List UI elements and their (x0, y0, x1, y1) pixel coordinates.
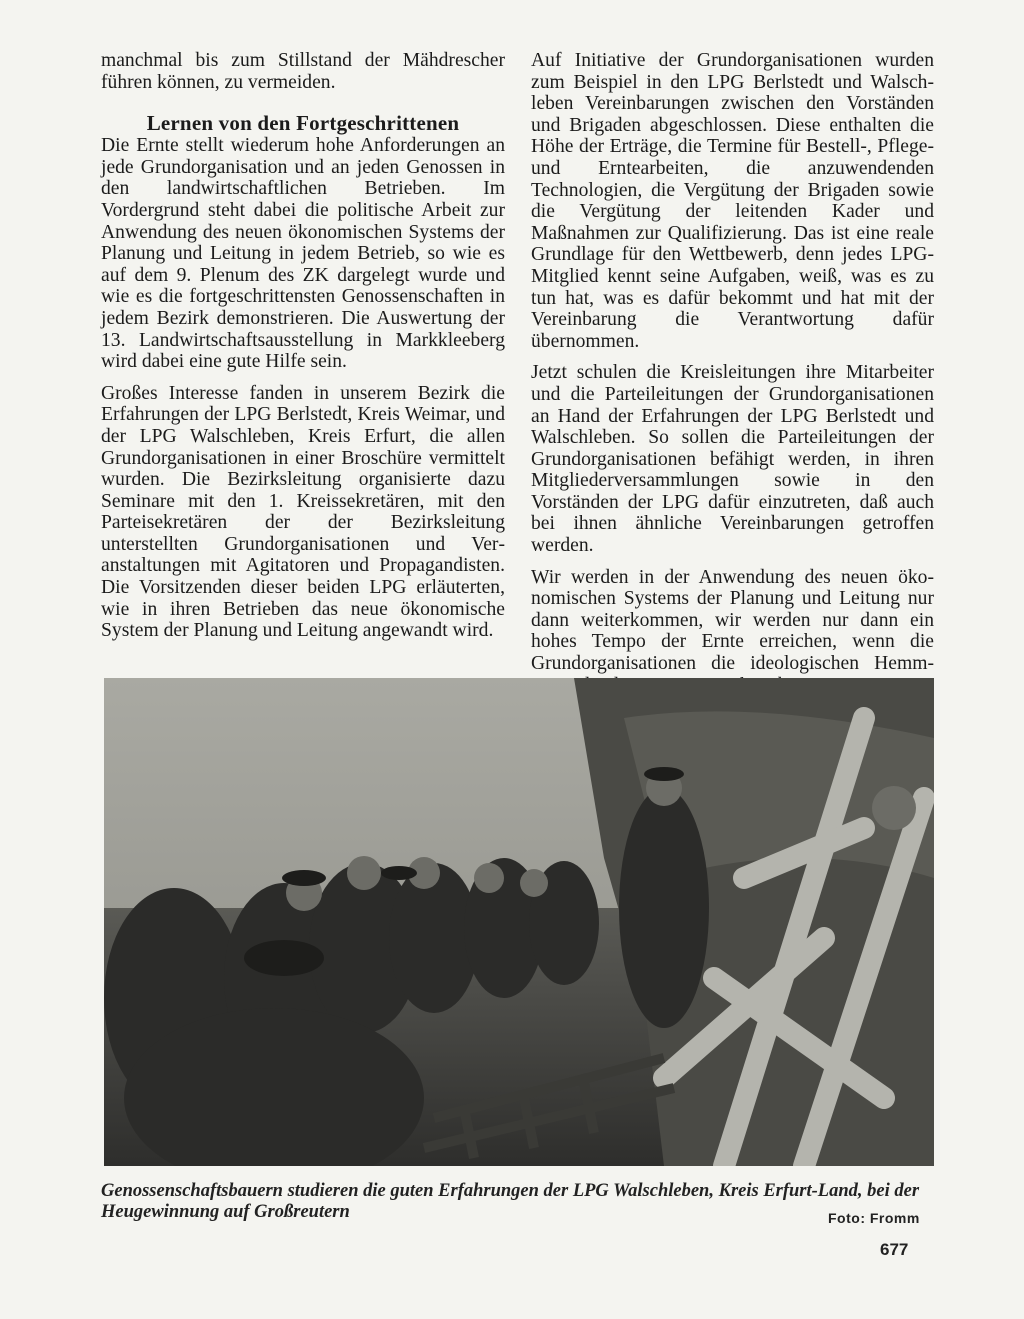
right-paragraph-1: Auf Initiative der Grundorganisationen wurden zum Beispiel in den LPG Berlstedt und Walschleben Vereinbarungen zwischen den Vorständen und Brigaden abgeschlossen. Diese enthalten die Höhe der Erträge, die Termine für Bestell-, Pflege- und Erntearbeiten, die anzuwendenden Technologien, die Vergütung der Brigaden sowie die Vergütung der leitenden Kader und Maßnahmen zur Qualifizierung. Das ist eine reale Grundlage für den Wettbewerb, denn jedes LPG-Mitglied kennt seine Aufgaben, weiß, was es zu tun hat, was es dafür bekommt und hat mit der Vereinbarung die Verantwortung dafür übernommen. (531, 50, 934, 352)
right-paragraph-3: Wir werden in der Anwendung des neuen ökonomischen Systems der Planung und Leitung nur dann weiterkommen, wir werden nur dann ein hohes Tempo der Ernte erreichen, wenn die Grundorganisationen die ideologischen Hemm (531, 566, 934, 675)
right-text-column (531, 50, 934, 706)
left-intro-paragraph: manchmal bis zum Stillstand der Mähdrescher führen können, zu vermeiden. (101, 50, 505, 93)
right-paragraph-2: Jetzt schulen die Kreisleitungen ihre Mitarbeiter und die Parteileitungen der Grundorganisationen an Hand der Erfahrungen der LPG Berlstedt und Walschleben. So sollen die Parteileitungen der Grundorganisationen befähigt werden, in ihren Mitgliederversammlungen sowie in den Vorständen der LPG dafür einzutreten, daß auch bei ihnen ähnliche Vereinbarungen getroffen werden. (531, 362, 934, 557)
page-number: 677 (880, 1240, 909, 1259)
section-heading: Lernen von den Fortgeschrittenen (146, 111, 460, 136)
hay-harvest-photo (104, 678, 934, 1166)
photo-caption: Genossenschaftsbauern studieren die guten Erfahrungen der LPG Walschleben, Kreis Erfurt-Land, bei der Heugewinnung auf Großreutern (101, 1181, 920, 1222)
photo-illustration (104, 678, 934, 1166)
left-paragraph-2: Großes Interesse fanden in unserem Bezirk die Erfahrungen der LPG Berlstedt, Kreis Weimar, und der LPG Walschleben, Kreis Erfurt, die allen Grundorganisationen in einer Broschüre vermittelt wurden. Die Bezirksleitung organisierte dazu Seminare mit den 1. Kreissekretären, mit den Parteisekretären der der Bezirksleitung unterstellten Grundorganisationen und Veranstaltungen mit Agitatoren und Propagandisten. Die Vorsitzenden dieser beiden LPG erläuterten, wie in ihren Betrieben das neue ökonomische System der Planung und Leitung angewandt wird. (101, 382, 505, 642)
photo-credit: Foto: Fromm (828, 1210, 920, 1226)
left-text-column (101, 50, 505, 652)
left-paragraph-1: Die Ernte stellt wiederum hohe Anforderungen an jede Grundorganisation und an jeden Genossen in den landwirtschaftlichen Betrieben. Im Vordergrund steht dabei die politische Arbeit zur Anwendung des neuen ökonomischen Systems der Planung und Leitung in jedem Betrieb, so wie es auf dem 9. Plenum des ZK dargelegt wurde und wie es die fortgeschrittensten Genossenschaften in jedem Bezirk demonstrieren. Die Auswertung der 13. Landwirtschaftsausstellung in Markkleeberg wird dabei eine gute Hilfe sein. (101, 135, 505, 373)
